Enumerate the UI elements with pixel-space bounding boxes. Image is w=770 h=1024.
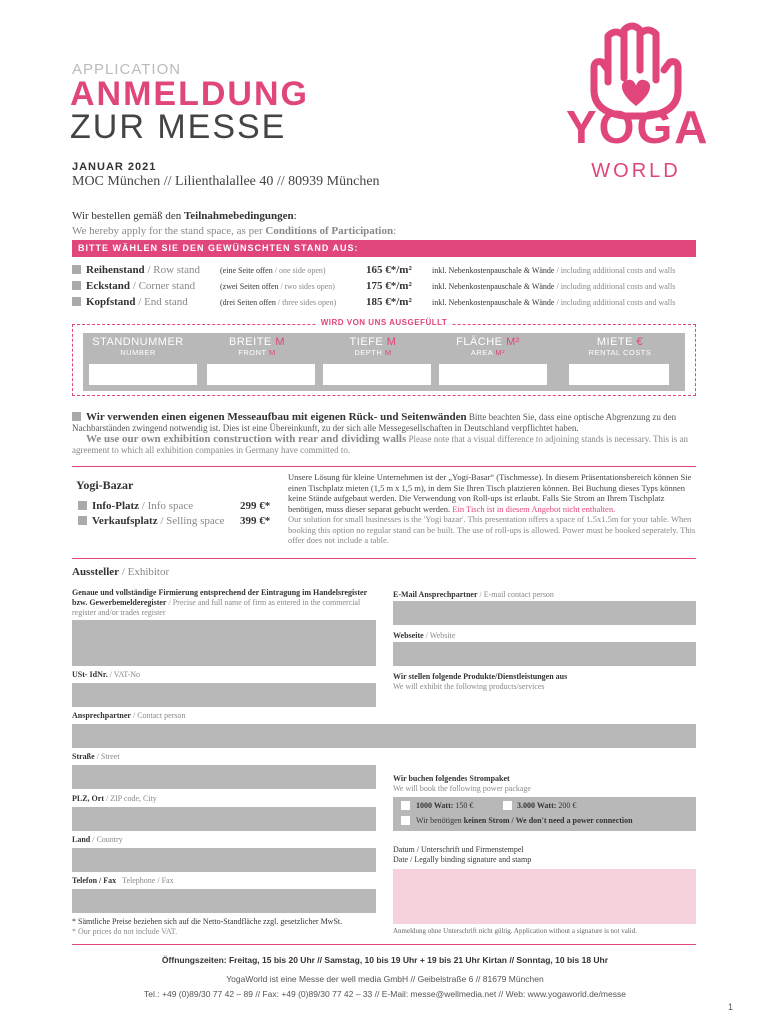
stand-incl: inkl. Nebenkostenpauschale & Wände — [432, 282, 555, 291]
filled-column-field[interactable] — [207, 364, 315, 385]
logo-yoga-text: YOGA — [566, 101, 710, 153]
country-label: Land / Country — [72, 835, 123, 844]
filled-by-us-box — [72, 318, 696, 396]
country-field[interactable] — [72, 848, 376, 872]
power-label: Wir buchen folgendes Strompaket We will book the following power package — [393, 774, 531, 793]
event-venue: MOC München // Lilienthalallee 40 // 80939 München — [72, 174, 380, 189]
power-3000-label: 3.000 Watt: 200 € — [517, 801, 577, 810]
filled-column-sub: NUMBER — [120, 348, 156, 357]
no-power-label: Wir benötigen keinen Strom / We don't need a power connection — [416, 816, 633, 825]
filled-column-field[interactable] — [569, 364, 669, 385]
contact-info: Tel.: +49 (0)89/30 77 42 – 89 // Fax: +49 (0)89/30 77 42 – 33 // E-Mail: messe@wellmedia.net // Web: www.yogaworld.de/messe — [144, 989, 626, 999]
power-3000-checkbox[interactable] — [503, 801, 512, 810]
stand-price: 175 €*/m² — [366, 280, 412, 292]
city-field[interactable] — [72, 807, 376, 831]
power-1000-checkbox[interactable] — [401, 801, 410, 810]
stand-incl: inkl. Nebenkostenpauschale & Wände — [432, 266, 555, 275]
vat-label: USt- IdNr. / VAT-No — [72, 670, 141, 679]
filled-column — [88, 336, 188, 357]
filled-by-us-label: WIRD VON UNS AUSGEFÜLLT — [73, 318, 695, 327]
stand-sides-en: / three sides open) — [275, 298, 337, 307]
email-field[interactable] — [393, 601, 696, 625]
company-label: Genaue und vollständige Firmierung entsprechend der Eintragung im Handelsregister bzw. Gewerbemelderegister / Precise and full name of firm as entered in the commercial register and/or trades register — [72, 588, 367, 617]
power-1000-label: 1000 Watt: 150 € — [416, 801, 474, 810]
yogaworld-logo — [566, 20, 710, 190]
products-label: Wir stellen folgende Produkte/Dienstleistungen aus We will exhibit the following products/services — [393, 672, 568, 691]
stand-name-en: / Corner stand — [130, 280, 196, 292]
stand-incl-en: / including additional costs and walls — [554, 266, 676, 275]
company-field[interactable] — [72, 620, 376, 666]
city-label: PLZ, Ort / ZIP code, City — [72, 794, 157, 803]
street-field[interactable] — [72, 765, 376, 789]
vat-field[interactable] — [72, 683, 376, 707]
phone-label: Telefon / Fax Telephone / Fax — [72, 876, 174, 885]
signature-label: Datum / Unterschrift und Firmenstempel Date / Legally binding signature and stamp — [393, 845, 532, 864]
filled-column-sub: FRONT — [238, 348, 270, 357]
vat-note: * Sämtliche Preise beziehen sich auf die Netto-Standfläche zzgl. gesetzlicher MwSt. * Our prices do not include VAT. — [72, 917, 343, 936]
intro-de: Wir bestellen gemäß den Teilnahmebedingungen: — [72, 210, 297, 222]
bazar-option-name: Info-Platz — [92, 500, 140, 512]
page-number: 1 — [728, 1002, 734, 1012]
filled-column-title: STANDNUMMER — [92, 336, 184, 348]
contact-person-field[interactable] — [72, 724, 696, 748]
page-title: ANMELDUNG — [70, 75, 309, 113]
stand-name-en: / End stand — [135, 296, 188, 308]
website-label: Webseite / Website — [393, 631, 456, 640]
filled-column-sub: DEPTH — [354, 348, 385, 357]
bazar-checkbox[interactable] — [78, 516, 87, 525]
divider-line — [72, 558, 696, 559]
stand-name: Reihenstand — [86, 264, 145, 276]
bazar-option-name-en: / Selling space — [157, 515, 225, 527]
signature-field[interactable] — [393, 869, 696, 924]
filled-column-title: BREITE — [229, 336, 276, 348]
stand-checkbox[interactable] — [72, 297, 81, 306]
stand-name: Kopfstand — [86, 296, 136, 308]
filled-column-title: MIETE — [596, 336, 637, 348]
own-construction-checkbox[interactable] — [72, 412, 81, 421]
bazar-description: Unsere Lösung für kleine Unternehmen ist der „Yogi-Basar“ (Tischmesse). In diesem Präsentationsbereich können Sie einen Tischplatz mieten (1,5 m x 1,5 m), in dem Sie Ihren Tisch platzieren können. Bei Buchung dieses Typs können keine Stände aufgebaut werden. Die Verwendung von Roll-ups ist erlaubt. Falls Sie Strom an Ihrem Tischplatz benötigen, muss dieser separat gebucht werden. Ein Tisch ist in diesem Angebot nicht enthalten. Our solution for small businesses is the 'Yogi bazar'. This presentation offers a space of 1.5x1.5m for your table. When booking this option no regular stand can be built. The use of roll-ups is allowed. Power must be booked seperately. This offer does not include a table. — [288, 472, 696, 545]
stand-price: 165 €*/m² — [366, 264, 412, 276]
logo-world-text: WORLD — [591, 160, 681, 182]
divider-line — [72, 466, 696, 467]
organizer-info: YogaWorld ist eine Messe der well media GmbH // Geibelstraße 6 // 81679 München — [226, 974, 544, 984]
street-label: Straße / Street — [72, 752, 120, 761]
event-date: JANUAR 2021 — [72, 161, 157, 173]
exhibitor-title: Aussteller / Exhibitor — [72, 566, 170, 578]
stand-sides: (drei Seiten offen — [220, 298, 276, 307]
stand-name-en: / Row stand — [144, 264, 200, 276]
filled-column-field[interactable] — [323, 364, 431, 385]
filled-column: FLÄCHE M² AREA M² — [456, 336, 520, 357]
bazar-price: 399 €* — [240, 515, 271, 527]
stand-selection-bar: BITTE WÄHLEN SIE DEN GEWÜNSCHTEN STAND AUS: — [72, 240, 696, 257]
filled-column: BREITE M FRONT M — [229, 336, 285, 357]
stand-sides-en: / one side open) — [272, 266, 326, 275]
filled-column-title: TIEFE — [349, 336, 387, 348]
filled-column-title: FLÄCHE — [456, 336, 507, 348]
stand-sides: (zwei Seiten offen — [220, 282, 279, 291]
bazar-price: 299 €* — [240, 500, 271, 512]
stand-checkbox[interactable] — [72, 265, 81, 274]
filled-column-field[interactable] — [89, 364, 197, 385]
filled-column-sub: RENTAL COSTS — [588, 348, 652, 357]
filled-column: MIETE € RENTAL COSTS — [588, 336, 652, 357]
bazar-option-name: Verkaufsplatz — [92, 515, 158, 527]
bazar-option-name-en: / Info space — [139, 500, 194, 512]
filled-column: TIEFE M DEPTH M — [349, 336, 397, 357]
contact-person-label: Ansprechpartner / Contact person — [72, 711, 186, 720]
stand-incl: inkl. Nebenkostenpauschale & Wände — [432, 298, 555, 307]
no-power-checkbox[interactable] — [401, 816, 410, 825]
stand-checkbox[interactable] — [72, 281, 81, 290]
stand-incl-en: / including additional costs and walls — [554, 298, 676, 307]
intro-en: We hereby apply for the stand space, as per Conditions of Participation: — [72, 225, 397, 237]
phone-field[interactable] — [72, 889, 376, 913]
stand-name: Eckstand — [86, 280, 131, 292]
stand-price: 185 €*/m² — [366, 296, 412, 308]
signature-note: Anmeldung ohne Unterschrift nicht gültig. Application without a signature is not valid. — [393, 927, 637, 935]
stand-incl-en: / including additional costs and walls — [554, 282, 676, 291]
filled-column-sub: AREA — [470, 348, 496, 357]
website-field[interactable] — [393, 642, 696, 666]
bazar-checkbox[interactable] — [78, 501, 87, 510]
filled-column-field[interactable] — [439, 364, 547, 385]
opening-hours: Öffnungszeiten: Freitag, 15 bis 20 Uhr // Samstag, 10 bis 19 Uhr + 19 bis 21 Uhr Kirtan // Sonntag, 10 bis 18 Uhr — [161, 955, 609, 965]
page-subtitle: ZUR MESSE — [70, 108, 287, 146]
email-label: E-Mail Ansprechpartner / E-mail contact person — [393, 590, 554, 599]
application-label: APPLICATION — [72, 61, 182, 78]
own-construction-text: Wir verwenden einen eigenen Messeaufbau mit eigenen Rück- und Seitenwänden Bitte beachten Sie, dass eine optische Abgrenzung zu den Nachbarständen zwingend notwendig ist. Dies ist eine Übereinkunft, zu der sich alle Messegesellschaften in Deutschland verpflichtet haben. We use our own exhibition construction with rear and dividing walls Please note that a visual difference to adjoining stands is necessary. This is an agreement to which all exhibition companies in Germany have committed to. — [72, 411, 689, 455]
footer-divider — [72, 944, 696, 945]
stand-sides-en: / two sides open) — [278, 282, 335, 291]
bazar-title: Yogi-Bazar — [76, 478, 134, 492]
stand-sides: (eine Seite offen — [220, 266, 273, 275]
